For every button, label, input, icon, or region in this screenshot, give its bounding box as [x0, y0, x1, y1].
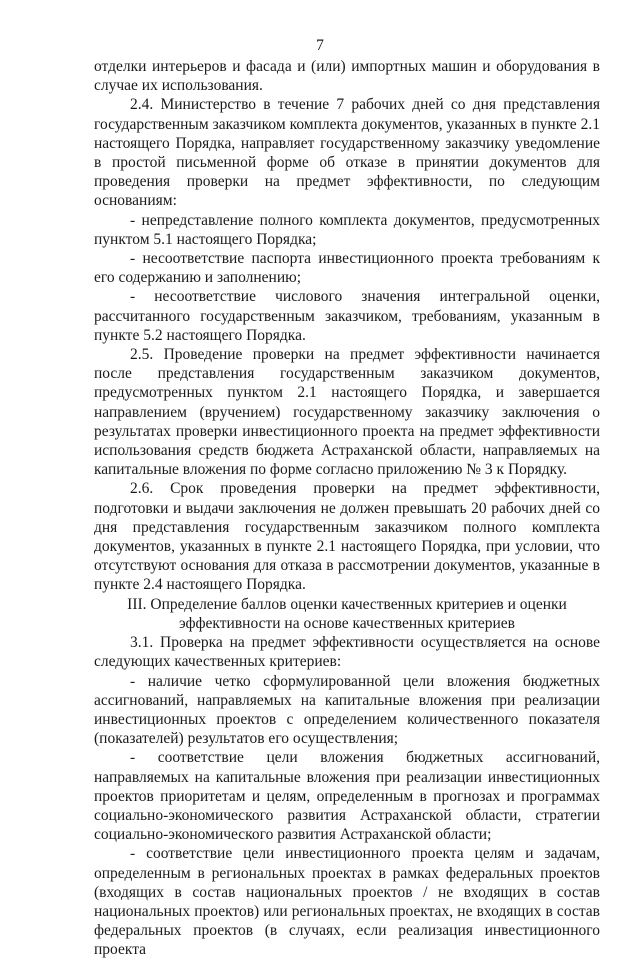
paragraph-continuation: отделки интерьеров и фасада и (или) импортных машин и оборудования в случае их использования. [94, 58, 600, 95]
paragraph-2-5: 2.5. Проведение проверки на предмет эффективности начинается после представления государственным заказчиком документов, предусмотренных пунктом 2.1 настоящего Порядка, и завершается направлением (вручением) государственному заказчику заключения о результатах проверки инвестиционного проекта на предмет эффективности использования средств бюджета Астраханской области, направляемых на капитальные вложения по форме согласно приложению № 3 к Порядку. [94, 346, 600, 479]
paragraph-3-1: 3.1. Проверка на предмет эффективности осуществляется на основе следующих качественных критериев: [94, 634, 600, 671]
list-item-ground-3: - несоответствие числового значения интегральной оценки, рассчитанного государственным заказчиком, требованиям, указанным в пункте 5.2 настоящего Порядка. [94, 288, 600, 344]
paragraph-2-6: 2.6. Срок проведения проверки на предмет эффективности, подготовки и выдачи заключения не должен превышать 20 рабочих дней со дня представления государственным заказчиком полного комплекта документов, указанных в пункте 2.1 настоящего Порядка, при условии, что отсутствуют основания для отказа в рассмотрении документов, указанные в пункте 2.4 настоящего Порядка. [94, 480, 600, 594]
page-number: 7 [316, 37, 324, 54]
list-item-criterion-2: - соответствие цели вложения бюджетных ассигнований, направляемых на капитальные вложения при реализации инвестиционных проектов приоритетам и целям, определенным в прогнозах и программах социально-экономического развития Астраханской области, стратегии социально-экономического развития Астраханской области; [94, 749, 600, 844]
paragraph-2-4: 2.4. Министерство в течение 7 рабочих дней со дня представления государственным заказчиком комплекта документов, указанных в пункте 2.1 настоящего Порядка, направляет государственному заказчику уведомление в простой письменной форме об отказе в принятии документов для проведения проверки на предмет эффективности, по следующим основаниям: [94, 96, 600, 210]
list-item-criterion-1: - наличие четко сформулированной цели вложения бюджетных ассигнований, направляемых на капитальные вложения при реализации инвестиционных проектов с определением количественного показателя (показателей) результатов его осуществления; [94, 672, 600, 748]
document-body [94, 57, 600, 960]
list-item-ground-2: - несоответствие паспорта инвестиционного проекта требованиям к его содержанию и заполнению; [94, 250, 600, 287]
section-heading-iii: III. Определение баллов оценки качественных критериев и оценки эффективности на основе качественных критериев [127, 595, 567, 632]
list-item-criterion-3: - соответствие цели инвестиционного проекта целям и задачам, определенным в региональных проектах в рамках федеральных проектов (входящих в состав национальных проектов / не входящих в состав национальных проектов) или региональных проектах, не входящих в состав федеральных проектов (в случаях, если реализация инвестиционного проекта [94, 845, 600, 959]
list-item-ground-1: - непредставление полного комплекта документов, предусмотренных пунктом 5.1 настоящего Порядка; [94, 211, 600, 248]
